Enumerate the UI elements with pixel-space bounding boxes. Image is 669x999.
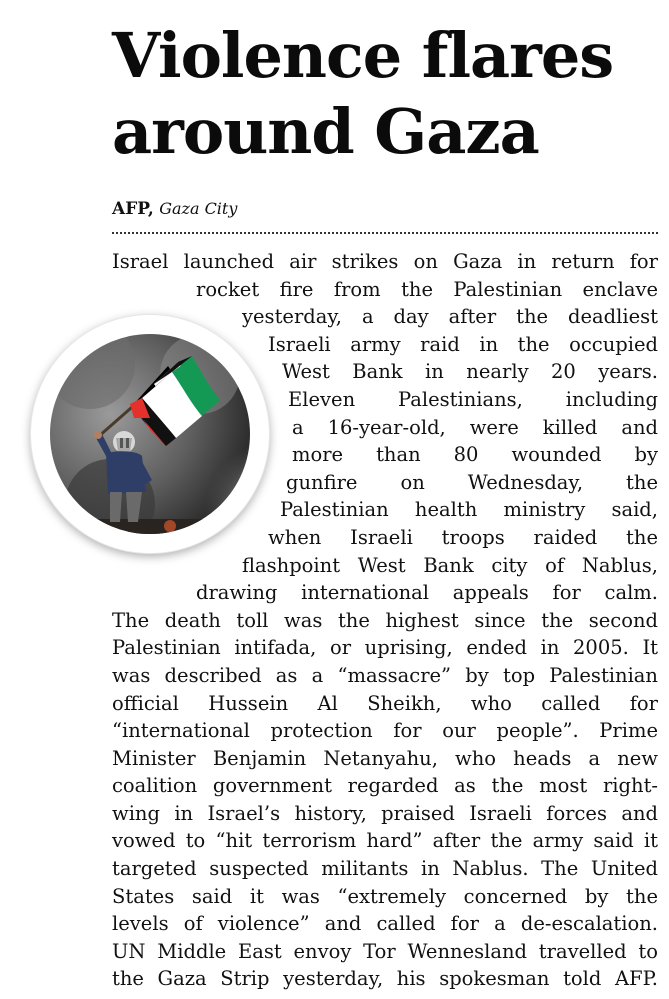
- article-line: drawing international appeals for calm.: [196, 581, 658, 605]
- article-line: a 16-year-old, were killed and: [292, 415, 658, 439]
- byline: [112, 199, 237, 219]
- dotted-divider: [112, 232, 658, 234]
- article-line: vowed to “hit terrorism hard” after the army said it: [112, 829, 658, 853]
- article-line: yesterday, a day after the deadliest: [242, 305, 658, 329]
- article-line: Israel launched air strikes on Gaza in return for: [112, 250, 658, 273]
- article-line: Israeli army raid in the occupied: [268, 332, 658, 356]
- article-line: more than 80 wounded by: [292, 443, 658, 467]
- article-line: States said it was “extremely concerned by the: [112, 884, 658, 908]
- article-line: Minister Benjamin Netanyahu, who heads a new: [112, 746, 658, 770]
- byline-location: Gaza City: [159, 199, 238, 218]
- article-line: Palestinian intifada, or uprising, ended in 2005. It: [112, 636, 658, 660]
- article-line: The death toll was the highest since the second: [112, 608, 658, 632]
- article-line: levels of violence” and called for a de-escalation.: [112, 912, 658, 936]
- article-line: was described as a “massacre” by top Palestinian: [112, 663, 658, 687]
- article-line: when Israeli troops raided the: [268, 525, 658, 549]
- byline-source: AFP,: [112, 199, 154, 219]
- headline-line: around Gaza: [112, 95, 539, 168]
- article-line: gunfire on Wednesday, the: [286, 470, 658, 494]
- headline: [112, 18, 662, 170]
- article-line: UN Middle East envoy Tor Wennesland travelled to: [112, 939, 658, 963]
- article-line: the Gaza Strip yesterday, his spokesman told AFP.: [112, 967, 658, 991]
- article-line: flashpoint West Bank city of Nablus,: [242, 553, 658, 577]
- headline-line: Violence flares: [112, 19, 614, 92]
- article-line: Eleven Palestinians, including: [288, 387, 658, 411]
- article-line: coalition government regarded as the most right-: [112, 774, 658, 798]
- article-line: official Hussein Al Sheikh, who called for: [112, 691, 658, 715]
- article-line: “international protection for our people”. Prime: [112, 719, 658, 743]
- article-line: Palestinian health ministry said,: [280, 498, 658, 522]
- article-line: West Bank in nearly 20 years.: [282, 360, 658, 384]
- article-line: wing in Israel’s history, praised Israeli forces and: [112, 801, 658, 825]
- article-line: rocket fire from the Palestinian enclave: [196, 277, 658, 301]
- article-line: targeted suspected militants in Nablus. The United: [112, 857, 658, 881]
- article-body: [112, 248, 658, 993]
